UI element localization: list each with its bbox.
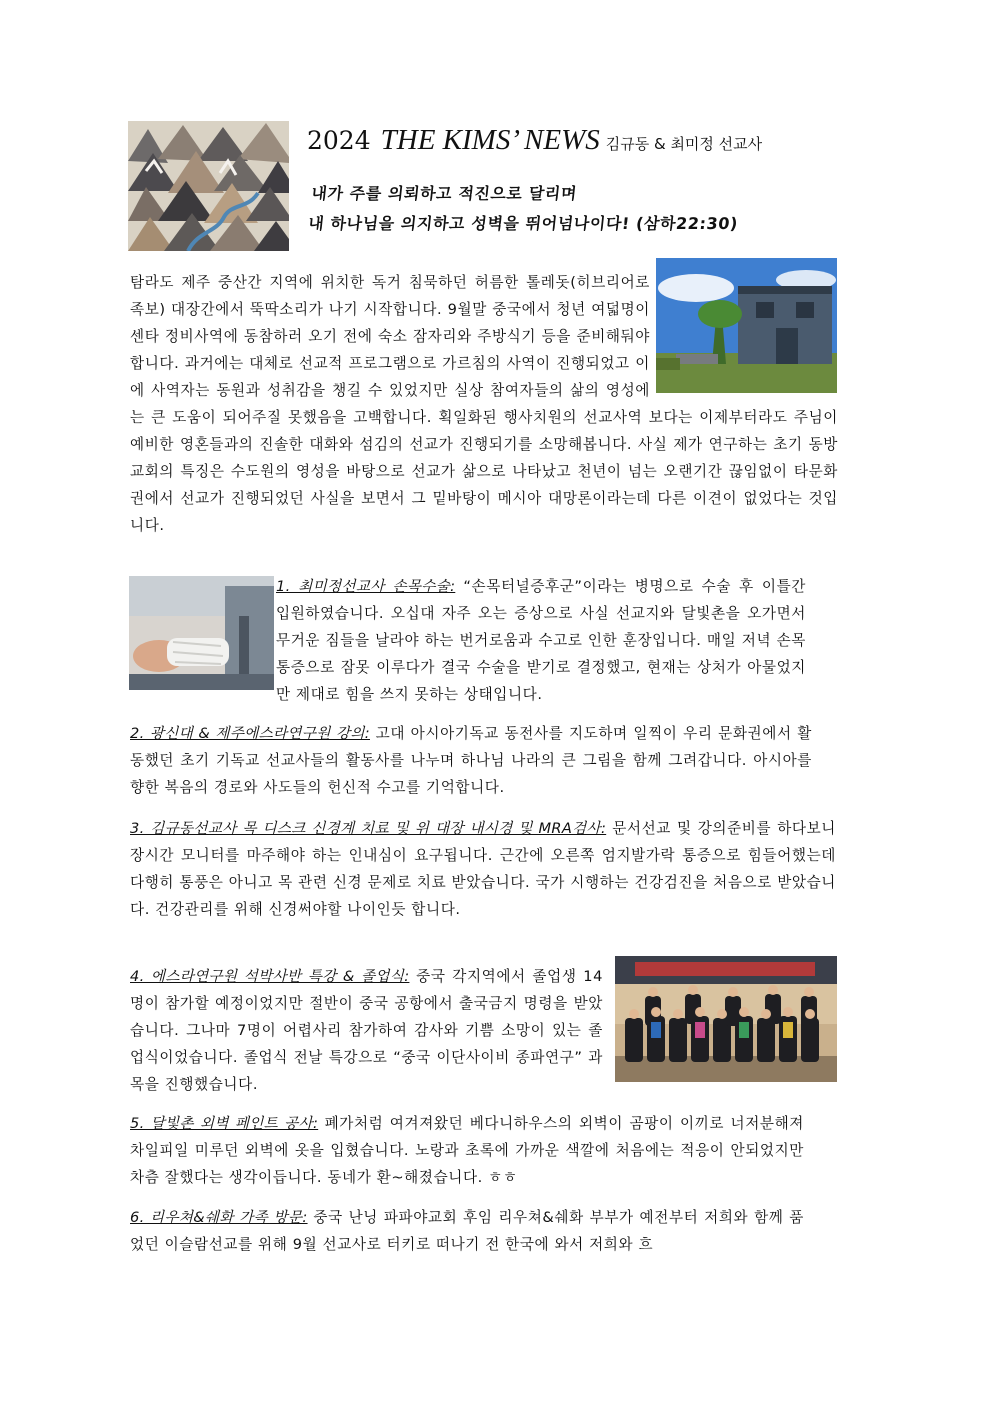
- intro-paragraph: 탐라도 제주 중산간 지역에 위치한 독거 침묵하던 허름한 톨레돗(히브리어로 족보) 대장간에서 뚝딱소리가 나기 시작합니다. 9월말 중국에서 청년 여덟명이 센타 정비사역에 동참하러 오기 전에 숙소 잠자리와 주방식기 등을 준비해둬야 합니다. 과거에는 대체로 선교적 프로그램으로 가르침의 사역이 진행되었고 이에 사역자는 동원과 성취감을 챙길 수 있었지만 실상 참여자들의 삶의 영성에는 큰 도움이 되어주질 못했음을 고백합니다. 획일화된 행사치원의 선교사역 보다는 이제부터라도 주님이 예비한 영혼들과의 진솔한 대화와 섬김의 선교가 진행되기를 소망해봅니다. 사실 제가 연구하는 초기 동방교회의 특징은 수도원의 영성을 바탕으로 선교가 삶으로 나타났고 천년이 넘는 오랜기간 끊임없이 타문화권에서 선교가 진행되었던 사실을 보면서 그 밑바탕이 메시아 대망론이라는데 다른 이견이 없었다는 것입니다.: [130, 274, 838, 534]
- graduation-group-image: [615, 956, 837, 1082]
- scripture-verse: [307, 179, 743, 239]
- section-4-heading: 4. 에스라연구원 석박사반 특강 & 졸업식:: [130, 968, 410, 985]
- section-3: [130, 815, 836, 923]
- title-newsletter-name: THE KIMS’ NEWS: [380, 124, 600, 156]
- verse-line-2: 내 하나님을 의지하고 성벽을 뛰어넘나이다! (삼하22:30): [307, 214, 739, 233]
- section-4: [130, 963, 603, 1098]
- section-4-body: 중국 각지역에서 졸업생 14명이 참가할 예정이었지만 절반이 중국 공항에서 출국금지 명령을 받았습니다. 그나마 7명이 어렵사리 참가하여 감사와 기쁨 소망이 있는 졸업식이었습니다. 졸업식 전날 특강으로 “중국 이단사이비 종파연구” 과목을 진행했습니다.: [130, 968, 603, 1093]
- mountain-painting-image: [128, 121, 289, 251]
- section-6-body: 중국 난닝 파파야교회 후임 리우쳐&쉐화 부부가 예전부터 저희와 함께 품었던 이슬람선교를 위해 9월 선교사로 터키로 떠나기 전 한국에 와서 저희와 흐: [130, 1209, 804, 1253]
- section-2-heading: 2. 광신대 & 제주에스라연구원 강의:: [130, 725, 370, 742]
- section-5-heading: 5. 달빛촌 외벽 페인트 공사:: [130, 1115, 319, 1132]
- title-authors: 김규동 & 최미정 선교사: [605, 135, 763, 153]
- title-year: 2024: [307, 126, 371, 155]
- section-2: [130, 720, 812, 801]
- section-6: [130, 1204, 804, 1258]
- section-1-body: “손목터널증후군”이라는 병명으로 수술 후 이틀간 입원하였습니다. 오십대 자주 오는 증상으로 사실 선교지와 달빛촌을 오가면서 무거운 짐들을 날라야 하는 번거로움과 수고로 인한 훈장입니다. 매일 저녁 손목 통증으로 잠못 이루다가 결국 수술을 받기로 결정했고, 현재는 상처가 아물었지만 제대로 힘을 쓰지 못하는 상태입니다.: [276, 578, 806, 703]
- newsletter-title: [307, 124, 762, 157]
- section-1-heading: 1. 최미정선교사 손목수술:: [276, 578, 456, 595]
- section-3-body: 문서선교 및 강의준비를 하다보니 장시간 모니터를 마주해야 하는 인내심이 요구됩니다. 근간에 오른쪽 엄지발가락 통증으로 힘들어했는데 다행히 통풍은 아니고 목 관련 신경 문제로 치료 받았습니다. 국가 시행하는 건강검진을 처음으로 받았습니다. 건강관리를 위해 신경써야할 나이인듯 합니다.: [130, 820, 836, 918]
- section-2-body: 고대 아시아기독교 동전사를 지도하며 일찍이 우리 문화권에서 활동했던 초기 기독교 선교사들의 활동사를 나누며 하나님 나라의 큰 그림을 함께 그려갑니다. 아시아를 향한 복음의 경로와 사도들의 헌신적 수고를 기억합니다.: [130, 725, 812, 796]
- section-1: [276, 573, 806, 708]
- bandaged-wrist-image: [129, 576, 274, 690]
- section-5-body: 폐가처럼 여겨져왔던 베다니하우스의 외벽이 곰팡이 이끼로 너저분해져 차일피일 미루던 외벽에 옷을 입혔습니다. 노랑과 초록에 가까운 색깔에 처음에는 적응이 안되었지만 차츰 잘했다는 생각이듭니다. 동네가 환~해졌습니다. ㅎㅎ: [130, 1115, 804, 1186]
- section-5: [130, 1110, 804, 1191]
- section-6-heading: 6. 리우쳐&쉐화 가족 방문:: [130, 1209, 308, 1226]
- verse-line-1: 내가 주를 의뢰하고 적진으로 달리며: [310, 184, 579, 203]
- intro-block: [130, 269, 838, 539]
- section-3-heading: 3. 김규동선교사 목 디스크 신경계 치료 및 위 대장 내시경 및 MRA검사:: [130, 820, 607, 837]
